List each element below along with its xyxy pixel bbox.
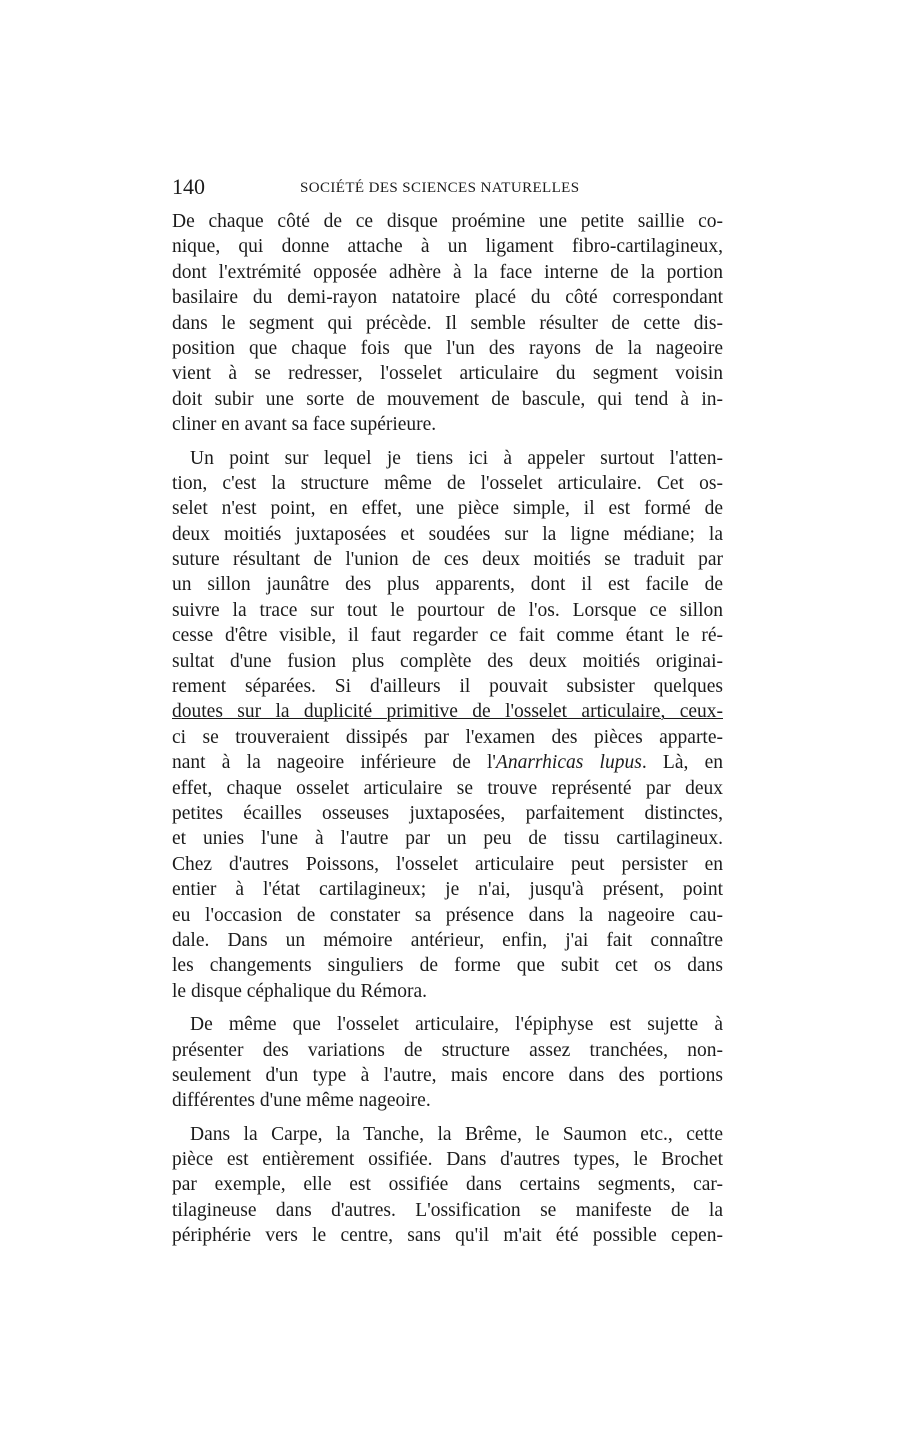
text-line: eu l'occasion de constater sa présence dans la nageoire cau- xyxy=(172,904,723,926)
text-line: rement séparées. Si d'ailleurs il pouvait subsister quelques xyxy=(172,676,723,698)
text-line: dale. Dans un mémoire antérieur, enfin, j'ai fait connaître xyxy=(172,929,723,951)
text-line: vient à se redresser, l'osselet articulaire du segment voisin xyxy=(172,363,723,385)
text-line: sultat d'une fusion plus complète des deux moitiés originai- xyxy=(172,650,723,672)
text-line: différentes d'une même nageoire. xyxy=(172,1090,431,1112)
page-number: 140 xyxy=(172,174,205,199)
running-head: SOCIÉTÉ DES SCIENCES NATURELLES xyxy=(300,180,580,196)
body-text xyxy=(172,209,723,1257)
text-line: cesse d'être visible, il faut regarder ce fait comme étant le ré- xyxy=(172,625,723,647)
text-line: doutes sur la duplicité primitive de l'osselet articulaire, ceux- xyxy=(172,701,723,723)
text-line: De chaque côté de ce disque proémine une petite saillie co- xyxy=(172,211,723,232)
text-line: tion, c'est la structure même de l'osselet articulaire. Cet os- xyxy=(172,472,723,494)
text-line-with-species xyxy=(172,750,723,775)
text-line: doit subir une sorte de mouvement de bascule, qui tend à in- xyxy=(172,388,723,410)
text-line: position que chaque fois que l'un des rayons de la nageoire xyxy=(172,337,723,359)
text-line: ci se trouveraient dissipés par l'examen des pièces apparte- xyxy=(172,726,723,748)
paragraph xyxy=(172,1122,723,1249)
text-fragment: . Là, en xyxy=(641,752,723,774)
paragraph xyxy=(172,1012,723,1114)
text-line: tilagineuse dans d'autres. L'ossification se manifeste de la xyxy=(172,1199,723,1221)
text-line: un sillon jaunâtre des plus apparents, dont il est facile de xyxy=(172,574,723,596)
text-line: Un point sur lequel je tiens ici à appeler surtout l'atten- xyxy=(190,447,723,469)
text-line: selet n'est point, en effet, une pièce simple, il est formé de xyxy=(172,498,723,520)
text-line: Chez d'autres Poissons, l'osselet articulaire peut persister en xyxy=(172,853,723,875)
text-line: et unies l'une à l'autre par un peu de tissu cartilagineux. xyxy=(172,828,723,850)
text-line: présenter des variations de structure assez tranchées, non- xyxy=(172,1039,723,1061)
text-line: les changements singuliers de forme que subit cet os dans xyxy=(172,955,723,977)
text-line: dans le segment qui précède. Il semble résulter de cette dis- xyxy=(172,312,723,334)
text-line: périphérie vers le centre, sans qu'il m'ait été possible cepen- xyxy=(172,1225,723,1247)
text-line: pièce est entièrement ossifiée. Dans d'autres types, le Brochet xyxy=(172,1149,723,1171)
text-line: seulement d'un type à l'autre, mais encore dans des portions xyxy=(172,1064,723,1086)
text-line: dont l'extrémité opposée adhère à la face interne de la portion xyxy=(172,261,723,283)
species-name: Anarrhicas lupus xyxy=(495,752,642,774)
text-line: petites écailles osseuses juxtaposées, parfaitement distinctes, xyxy=(172,802,723,824)
text-line: le disque céphalique du Rémora. xyxy=(172,980,428,1002)
paragraph xyxy=(172,209,723,438)
text-line: Dans la Carpe, la Tanche, la Brême, le Saumon etc., cette xyxy=(190,1123,723,1145)
text-line: suture résultant de l'union de ces deux moitiés se traduit par xyxy=(172,549,723,571)
page-header xyxy=(172,174,723,200)
text-fragment: nant à la nageoire inférieure de l' xyxy=(172,752,496,774)
text-line: par exemple, elle est ossifiée dans certains segments, car- xyxy=(172,1174,723,1196)
text-line: suivre la trace sur tout le pourtour de l'os. Lorsque ce sillon xyxy=(172,599,723,621)
text-line: nique, qui donne attache à un ligament fibro-cartilagineux, xyxy=(172,236,723,258)
text-line: basilaire du demi-rayon natatoire placé du côté correspondant xyxy=(172,287,723,309)
text-line: De même que l'osselet articulaire, l'épiphyse est sujette à xyxy=(190,1014,723,1036)
text-line: cliner en avant sa face supérieure. xyxy=(172,414,437,436)
text-line: deux moitiés juxtaposées et soudées sur la ligne médiane; la xyxy=(172,523,723,545)
text-line: entier à l'état cartilagineux; je n'ai, jusqu'à présent, point xyxy=(172,879,723,901)
paragraph xyxy=(172,446,723,1005)
text-line: effet, chaque osselet articulaire se trouve représenté par deux xyxy=(172,777,723,799)
